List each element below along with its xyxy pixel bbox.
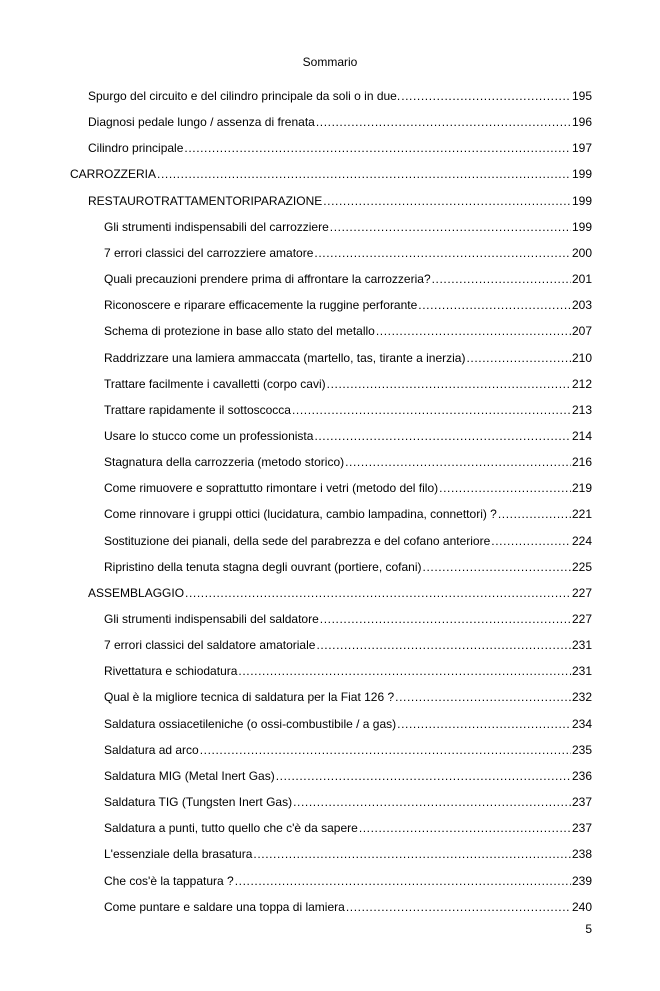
- toc-entry[interactable]: [104, 611, 592, 627]
- toc-entry-page: 199: [571, 167, 592, 182]
- dot-leader: [314, 428, 571, 444]
- toc-entry[interactable]: [104, 271, 592, 287]
- dot-leader: [253, 846, 571, 862]
- toc-entry[interactable]: [104, 454, 592, 470]
- toc-entry-title: Ripristino della tenuta stagna degli ouvrant (portiere, cofani): [104, 559, 422, 574]
- dot-leader: [276, 768, 571, 784]
- toc-entry-page: 235: [571, 742, 592, 757]
- toc-entry[interactable]: [104, 559, 592, 575]
- toc-entry[interactable]: [70, 166, 592, 182]
- dot-leader: [200, 742, 571, 758]
- page-number: 5: [585, 922, 592, 936]
- toc-entry-title: Gli strumenti indispensabili del saldatore: [104, 612, 319, 626]
- dot-leader: [185, 585, 571, 601]
- toc-entry[interactable]: [104, 820, 592, 836]
- dot-leader: [184, 140, 571, 156]
- toc-entry-title: Saldatura MIG (Metal Inert Gas): [104, 768, 275, 783]
- toc-entry[interactable]: [104, 376, 592, 392]
- toc-entry[interactable]: [104, 899, 592, 915]
- toc-entry-page: 219: [571, 481, 592, 496]
- toc-entry-page: 214: [571, 428, 592, 443]
- toc-entry-title: Gli strumenti indispensabili del carrozziere: [104, 219, 329, 234]
- toc-entry-title: Quali precauzioni prendere prima di affrontare la carrozzeria?: [104, 272, 431, 287]
- toc-entry[interactable]: [104, 402, 592, 418]
- toc-entry-title: Diagnosi pedale lungo / assenza di frenata: [88, 115, 315, 130]
- dot-leader: [235, 873, 571, 889]
- toc-entry-title: CARROZZERIA: [70, 167, 157, 182]
- dot-leader: [292, 402, 571, 418]
- toc-entry-title: Qual è la migliore tecnica di saldatura per la Fiat 126 ?: [104, 690, 395, 705]
- toc-entry-page: 213: [571, 402, 592, 417]
- dot-leader: [320, 611, 571, 627]
- toc-entry-title: Cilindro principale: [88, 141, 184, 156]
- toc-entry[interactable]: [104, 768, 592, 784]
- toc-entry-title: 7 errori classici del carrozziere amatore: [104, 245, 314, 260]
- toc-entry-title: Spurgo del circuito e del cilindro principale da soli o in due.: [88, 89, 401, 103]
- toc-entry[interactable]: [104, 716, 592, 732]
- toc-entry[interactable]: [88, 193, 592, 209]
- toc-entry[interactable]: [88, 140, 592, 156]
- toc-entry-title: Trattare rapidamente il sottoscocca: [104, 402, 291, 417]
- toc-entry-title: Stagnatura della carrozzeria (metodo storico): [104, 455, 345, 470]
- toc-entry-page: 225: [571, 559, 592, 574]
- toc-entry[interactable]: [104, 689, 592, 705]
- toc-entry-page: 236: [571, 768, 592, 783]
- toc-entry[interactable]: [88, 114, 592, 130]
- toc-entry[interactable]: [88, 88, 592, 104]
- dot-leader: [293, 794, 571, 810]
- toc-entry[interactable]: [104, 663, 592, 679]
- dot-leader: [316, 114, 571, 130]
- toc-entry-page: 201: [571, 272, 592, 287]
- dot-leader: [498, 506, 571, 522]
- toc-entry-page: 199: [571, 219, 592, 234]
- dot-leader: [418, 297, 571, 313]
- toc-entry[interactable]: [104, 794, 592, 810]
- toc-entry-title: Schema di protezione in base allo stato del metallo: [104, 324, 375, 339]
- toc-entry-title: Sostituzione dei pianali, della sede del parabrezza e del cofano anteriore: [104, 533, 491, 548]
- toc-entry[interactable]: [104, 873, 592, 889]
- dot-leader: [395, 689, 571, 705]
- toc-entry-title: Come rinnovare i gruppi ottici (lucidatura, cambio lampadina, connettori) ?: [104, 507, 497, 522]
- toc-entry-title: Riconoscere e riparare efficacemente la ruggine perforante: [104, 298, 418, 313]
- toc-entry[interactable]: [104, 350, 592, 366]
- dot-leader: [466, 350, 570, 366]
- toc-entry[interactable]: [104, 846, 592, 862]
- toc-entry[interactable]: [104, 323, 592, 339]
- toc-entry[interactable]: [104, 742, 592, 758]
- toc-entry-title: Saldatura TIG (Tungsten Inert Gas): [104, 795, 293, 810]
- dot-leader: [157, 166, 571, 182]
- dot-leader: [345, 454, 571, 470]
- toc-entry-page: 234: [571, 716, 592, 731]
- dot-leader: [397, 716, 571, 732]
- dot-leader: [423, 559, 571, 575]
- toc-entry-page: 227: [571, 612, 592, 626]
- dot-leader: [432, 271, 571, 287]
- toc-entry[interactable]: [88, 585, 592, 601]
- toc-entry-page: 200: [571, 245, 592, 260]
- toc-entry[interactable]: [104, 219, 592, 235]
- toc-entry-page: 238: [571, 847, 592, 862]
- toc-entry-page: 221: [571, 507, 592, 522]
- toc-entry-title: Saldatura ossiacetileniche (o ossi-combustibile / a gas): [104, 716, 397, 731]
- toc-entry-page: 216: [571, 455, 592, 470]
- toc-entry[interactable]: [104, 297, 592, 313]
- toc-entry-page: 232: [571, 690, 592, 705]
- toc-entry-title: RESTAUROTRATTAMENTORIPARAZIONE: [88, 193, 323, 208]
- toc-entry-title: Rivettatura e schiodatura: [104, 664, 238, 679]
- toc-entry-title: L'essenziale della brasatura: [104, 847, 253, 862]
- toc-entry-page: 199: [571, 193, 592, 208]
- dot-leader: [359, 820, 571, 836]
- dot-leader: [316, 637, 571, 653]
- toc-entry-page: 239: [571, 873, 592, 888]
- dot-leader: [376, 323, 571, 339]
- toc-entry-title: Usare lo stucco come un professionista: [104, 428, 314, 443]
- toc-entry-page: 231: [571, 664, 592, 679]
- toc-entry-title: Che cos'è la tappatura ?: [104, 873, 234, 888]
- toc-entry-page: 207: [571, 324, 592, 339]
- toc-entry-page: 212: [571, 376, 592, 391]
- dot-leader: [346, 899, 571, 915]
- toc-entry-page: 240: [571, 899, 592, 914]
- toc-entry-title: 7 errori classici del saldatore amatoriale: [104, 638, 316, 653]
- toc-entry-page: 227: [571, 585, 592, 600]
- dot-leader: [439, 480, 571, 496]
- toc-entry[interactable]: [104, 428, 592, 444]
- dot-leader: [330, 219, 571, 235]
- toc-entry[interactable]: [104, 637, 592, 653]
- page-header-title: Sommario: [302, 55, 358, 69]
- dot-leader: [323, 193, 571, 209]
- toc-entry-title: Come puntare e saldare una toppa di lamiera: [104, 899, 345, 914]
- toc-entry-title: Come rimuovere e soprattutto rimontare i vetri (metodo del filo): [104, 481, 439, 496]
- toc-entry-page: 196: [571, 115, 592, 130]
- toc-entry-page: 210: [571, 350, 592, 365]
- toc-entry-title: Trattare facilmente i cavalletti (corpo cavi): [104, 376, 326, 391]
- toc-entry-title: Saldatura a punti, tutto quello che c'è da sapere: [104, 821, 358, 836]
- toc-entry-page: 231: [571, 638, 592, 653]
- toc-entry-page: 224: [571, 533, 592, 548]
- toc-entry-title: Raddrizzare una lamiera ammaccata (martello, tas, tirante a inerzia): [104, 350, 466, 365]
- toc-entry-title: ASSEMBLAGGIO: [88, 585, 185, 600]
- dot-leader: [327, 376, 571, 392]
- toc-entry[interactable]: [104, 533, 592, 549]
- dot-leader: [491, 533, 571, 549]
- toc-entry-page: 237: [571, 821, 592, 836]
- toc-entry-title: Saldatura ad arco: [104, 742, 199, 757]
- toc-entry[interactable]: [104, 480, 592, 496]
- toc-entry-page: 195: [571, 89, 592, 103]
- dot-leader: [401, 88, 571, 104]
- toc-entry[interactable]: [104, 245, 592, 261]
- dot-leader: [238, 663, 571, 679]
- toc-entry-page: 237: [571, 795, 592, 810]
- toc-entry-page: 197: [571, 141, 592, 156]
- toc-entry[interactable]: [104, 506, 592, 522]
- toc-entry-page: 203: [571, 298, 592, 313]
- dot-leader: [314, 245, 571, 261]
